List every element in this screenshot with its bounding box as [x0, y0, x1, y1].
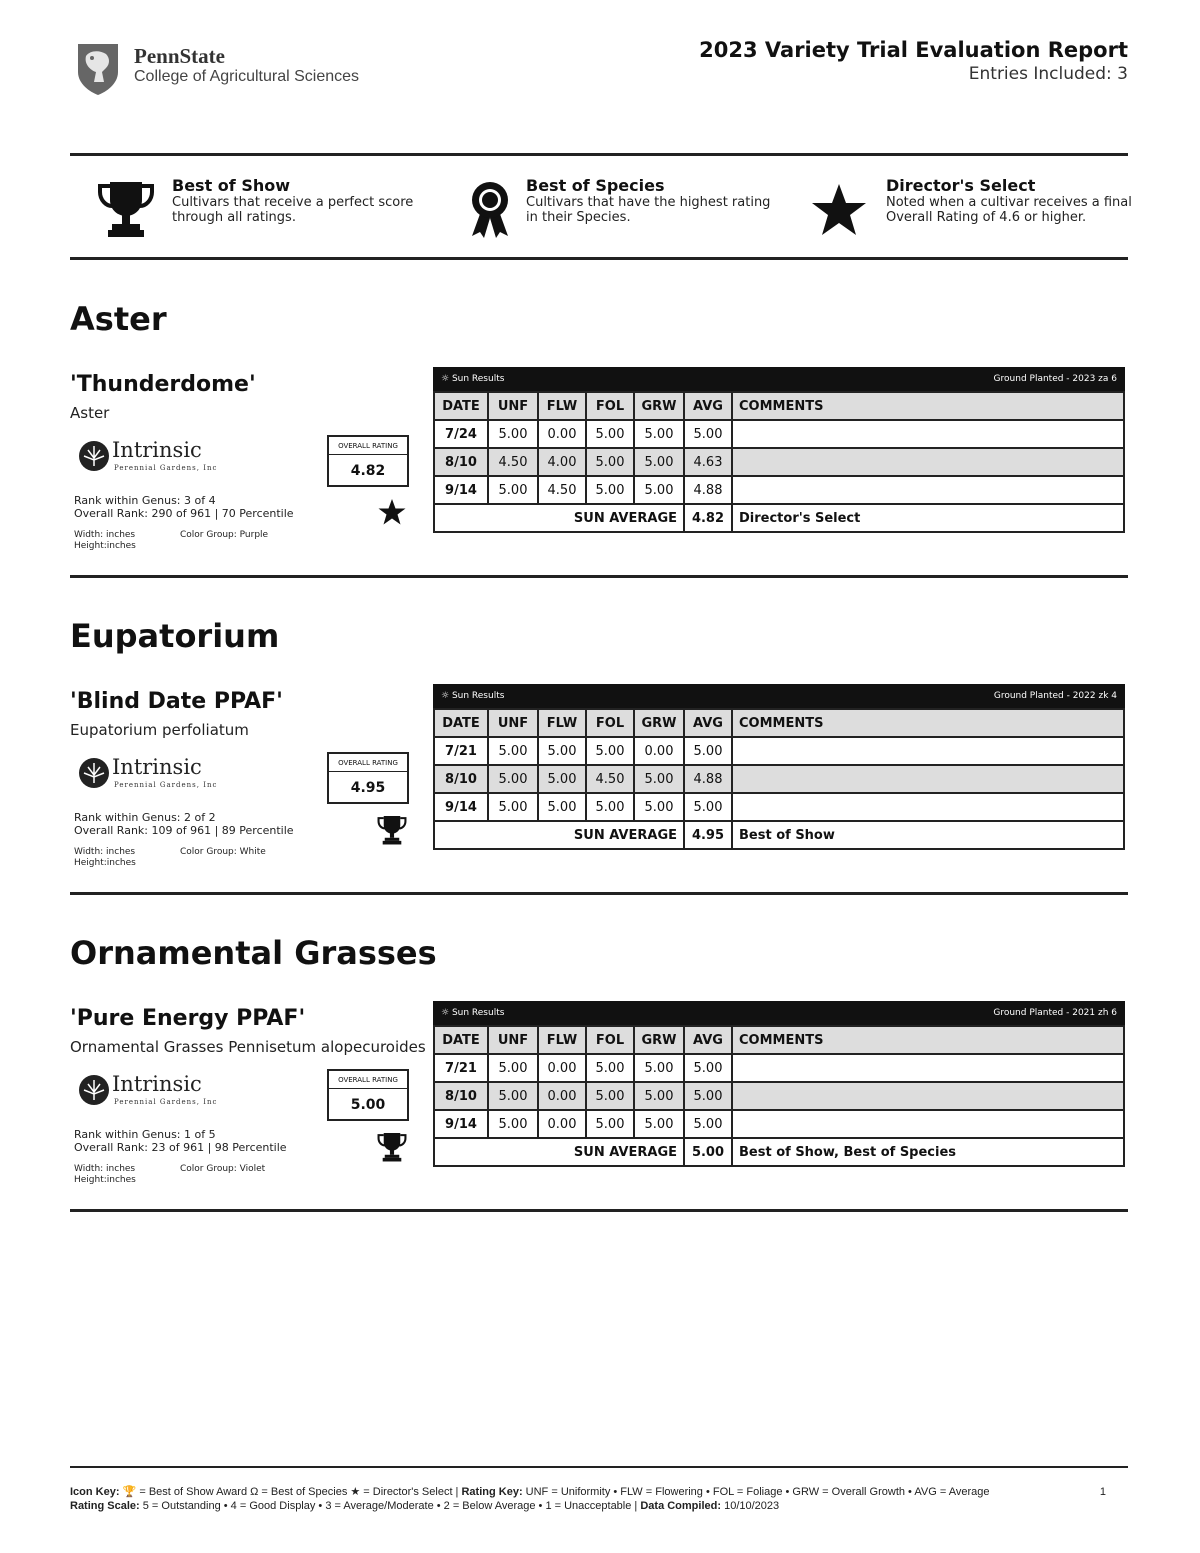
column-header: DATE [434, 1026, 488, 1054]
table-row [434, 448, 1124, 476]
rank-genus: Rank within Genus: 2 of 2 [74, 811, 216, 824]
table-row [434, 1110, 1124, 1138]
results-header [433, 684, 1125, 708]
width: Width: inches [74, 847, 136, 857]
cell-fol: 5.00 [586, 420, 634, 448]
cell-fol: 5.00 [586, 793, 634, 821]
table-header-row [434, 709, 1124, 737]
cell-unf: 5.00 [488, 737, 538, 765]
sun-results-label: ☼ Sun Results [441, 691, 505, 701]
sun-average-value: 5.00 [684, 1138, 732, 1166]
column-header: UNF [488, 709, 538, 737]
color-group: Color Group: White [180, 847, 266, 857]
cell-unf: 5.00 [488, 765, 538, 793]
rating-label: OVERALL RATING [329, 437, 407, 455]
trophy-icon [98, 180, 154, 238]
divider [70, 892, 1128, 895]
sun-results-table [433, 684, 1125, 850]
entries-count: Entries Included: 3 [968, 64, 1128, 84]
column-header: DATE [434, 709, 488, 737]
divider [70, 575, 1128, 578]
table-row [434, 765, 1124, 793]
cultivar-name: 'Thunderdome' [70, 372, 256, 397]
cell-fol: 5.00 [586, 448, 634, 476]
cell-avg: 5.00 [684, 793, 732, 821]
cell-comments [732, 1054, 1124, 1082]
brand-mark-icon [78, 757, 110, 789]
cell-unf: 5.00 [488, 476, 538, 504]
brand-logo [78, 1072, 218, 1112]
dimensions [74, 530, 136, 552]
cell-fol: 5.00 [586, 476, 634, 504]
sun-average-comment: Best of Show [732, 821, 1124, 849]
cell-date: 9/14 [434, 793, 488, 821]
cell-avg: 4.88 [684, 765, 732, 793]
table-header-row [434, 1026, 1124, 1054]
cell-avg: 5.00 [684, 737, 732, 765]
column-header: AVG [684, 392, 732, 420]
cell-avg: 4.88 [684, 476, 732, 504]
cell-avg: 5.00 [684, 1082, 732, 1110]
height: Height:inches [74, 1175, 136, 1185]
overall-rating-box [327, 435, 409, 487]
rating-key-text: UNF = Uniformity • FLW = Flowering • FOL = Foliage • GRW = Overall Growth • AVG = Average [525, 1486, 990, 1498]
cell-flw: 0.00 [538, 1082, 586, 1110]
icon-key-text: = Best of Show Award Ω = Best of Species ★ = Director's Select | [139, 1486, 459, 1498]
sun-icon: ☼ [441, 374, 452, 384]
column-header: FLW [538, 392, 586, 420]
width: Width: inches [74, 1164, 136, 1174]
cell-grw: 5.00 [634, 793, 684, 821]
cell-unf: 5.00 [488, 1054, 538, 1082]
logo-subtitle: College of Agricultural Sciences [134, 68, 360, 85]
results-header [433, 1001, 1125, 1025]
sun-average-label: SUN AVERAGE [434, 1138, 684, 1166]
cell-comments [732, 448, 1124, 476]
rank-overall: Overall Rank: 290 of 961 | 70 Percentile [74, 507, 294, 520]
section-eupatorium [70, 617, 1128, 917]
table-row [434, 737, 1124, 765]
column-header: FOL [586, 392, 634, 420]
cell-flw: 0.00 [538, 1110, 586, 1138]
cell-comments [732, 737, 1124, 765]
footer-divider [70, 1466, 1128, 1468]
footer-line-2 [70, 1499, 1128, 1513]
ground-planted: Ground Planted - 2022 zk 4 [993, 691, 1117, 701]
brand-logo [78, 438, 218, 478]
data-compiled-label: Data Compiled: [640, 1500, 722, 1512]
column-header: FOL [586, 709, 634, 737]
sun-results-table [433, 367, 1125, 533]
ratings-table [433, 1025, 1125, 1167]
table-row [434, 1054, 1124, 1082]
divider [70, 1209, 1128, 1212]
page-number: 1 [1099, 1486, 1106, 1498]
sun-average-value: 4.82 [684, 504, 732, 532]
rank-genus: Rank within Genus: 1 of 5 [74, 1128, 216, 1141]
cell-unf: 5.00 [488, 793, 538, 821]
table-row [434, 420, 1124, 448]
rating-label: OVERALL RATING [329, 754, 407, 772]
award-legend [70, 170, 1132, 250]
cell-comments [732, 765, 1124, 793]
rating-scale-label: Rating Scale: [70, 1500, 140, 1512]
rank-overall: Overall Rank: 109 of 961 | 89 Percentile [74, 824, 294, 837]
brand-name: Intrinsic [112, 1072, 202, 1096]
brand-subtitle: Perennial Gardens, Inc [114, 1098, 218, 1106]
cell-comments [732, 1110, 1124, 1138]
legend-title: Best of Show [172, 176, 290, 195]
table-row [434, 476, 1124, 504]
cell-comments [732, 476, 1124, 504]
cell-date: 7/21 [434, 737, 488, 765]
rank-info [74, 1128, 287, 1154]
sun-average-label: SUN AVERAGE [434, 504, 684, 532]
cell-grw: 5.00 [634, 476, 684, 504]
column-header: AVG [684, 709, 732, 737]
ribbon-icon [470, 180, 510, 240]
brand-mark-icon [78, 440, 110, 472]
legend-description: Noted when a cultivar receives a final Overall Rating of 4.6 or higher. [886, 195, 1132, 225]
sun-icon: ☼ [441, 691, 452, 701]
cell-fol: 4.50 [586, 765, 634, 793]
overall-rating-box [327, 752, 409, 804]
rank-info [74, 811, 294, 837]
trophy-icon [377, 815, 407, 845]
cultivar-name: 'Pure Energy PPAF' [70, 1006, 306, 1031]
footer-key [70, 1485, 1128, 1513]
report-title: 2023 Variety Trial Evaluation Report [699, 38, 1128, 62]
cell-avg: 5.00 [684, 1110, 732, 1138]
column-header: GRW [634, 1026, 684, 1054]
cell-fol: 5.00 [586, 1110, 634, 1138]
legend-title: Director's Select [886, 176, 1036, 195]
cell-avg: 4.63 [684, 448, 732, 476]
ground-planted: Ground Planted - 2023 za 6 [993, 374, 1117, 384]
column-header: DATE [434, 392, 488, 420]
column-header: UNF [488, 392, 538, 420]
rating-value: 4.95 [350, 780, 386, 796]
cell-unf: 5.00 [488, 1082, 538, 1110]
dimensions [74, 847, 136, 869]
color-group: Color Group: Violet [180, 1164, 266, 1174]
brand-name: Intrinsic [112, 438, 202, 462]
divider [70, 153, 1128, 156]
footer-line-1 [70, 1485, 1128, 1499]
ground-planted: Ground Planted - 2021 zh 6 [993, 1008, 1117, 1018]
cell-grw: 0.00 [634, 737, 684, 765]
species-name: Ornamental Grasses Pennisetum alopecuroides [70, 1038, 426, 1056]
divider [70, 257, 1128, 260]
cell-flw: 0.00 [538, 420, 586, 448]
shield-icon [76, 42, 120, 96]
pennstate-logo [76, 42, 376, 98]
genus-heading: Aster [70, 300, 167, 338]
sun-results-label: ☼ Sun Results [441, 374, 505, 384]
rating-value: 5.00 [350, 1097, 386, 1113]
sun-average-label: SUN AVERAGE [434, 821, 684, 849]
cell-fol: 5.00 [586, 737, 634, 765]
cell-date: 7/21 [434, 1054, 488, 1082]
column-header: COMMENTS [732, 392, 1124, 420]
column-header: COMMENTS [732, 709, 1124, 737]
column-header: UNF [488, 1026, 538, 1054]
sun-average-row [434, 504, 1124, 532]
table-header-row [434, 392, 1124, 420]
icon-key-label: Icon Key: [70, 1486, 120, 1498]
table-row [434, 1082, 1124, 1110]
rating-key-label: Rating Key: [461, 1486, 523, 1498]
column-header: GRW [634, 392, 684, 420]
column-header: COMMENTS [732, 1026, 1124, 1054]
cell-date: 8/10 [434, 1082, 488, 1110]
height: Height:inches [74, 541, 136, 551]
cell-grw: 5.00 [634, 420, 684, 448]
cell-fol: 5.00 [586, 1082, 634, 1110]
cell-grw: 5.00 [634, 1110, 684, 1138]
cell-flw: 5.00 [538, 737, 586, 765]
data-compiled-value: 10/10/2023 [724, 1500, 780, 1512]
cell-flw: 4.50 [538, 476, 586, 504]
brand-subtitle: Perennial Gardens, Inc [114, 781, 218, 789]
column-header: FOL [586, 1026, 634, 1054]
column-header: FLW [538, 709, 586, 737]
legend-description: Cultivars that receive a perfect score through all ratings. [172, 195, 414, 225]
sun-average-row [434, 1138, 1124, 1166]
cell-grw: 5.00 [634, 1054, 684, 1082]
logo-name: PennState [134, 44, 225, 68]
cell-fol: 5.00 [586, 1054, 634, 1082]
ratings-table [433, 391, 1125, 533]
star-icon [377, 498, 407, 526]
cell-flw: 5.00 [538, 793, 586, 821]
cell-comments [732, 1082, 1124, 1110]
cell-date: 7/24 [434, 420, 488, 448]
cell-grw: 5.00 [634, 765, 684, 793]
height: Height:inches [74, 858, 136, 868]
sun-icon: ☼ [441, 1008, 452, 1018]
width: Width: inches [74, 530, 136, 540]
trophy-icon: 🏆 [122, 1486, 137, 1498]
cell-flw: 4.00 [538, 448, 586, 476]
cell-comments [732, 793, 1124, 821]
column-header: GRW [634, 709, 684, 737]
cell-date: 8/10 [434, 765, 488, 793]
cell-unf: 5.00 [488, 420, 538, 448]
sun-results-table [433, 1001, 1125, 1167]
cell-unf: 4.50 [488, 448, 538, 476]
cell-flw: 0.00 [538, 1054, 586, 1082]
genus-heading: Eupatorium [70, 617, 280, 655]
table-row [434, 793, 1124, 821]
cell-grw: 5.00 [634, 1082, 684, 1110]
ratings-table [433, 708, 1125, 850]
rating-label: OVERALL RATING [329, 1071, 407, 1089]
color-group: Color Group: Purple [180, 530, 269, 540]
cultivar-name: 'Blind Date PPAF' [70, 689, 283, 714]
brand-mark-icon [78, 1074, 110, 1106]
rating-scale-text: 5 = Outstanding • 4 = Good Display • 3 = Average/Moderate • 2 = Below Average • 1 = Unacceptable | [142, 1500, 638, 1512]
cell-unf: 5.00 [488, 1110, 538, 1138]
sun-average-comment: Director's Select [732, 504, 1124, 532]
legend-description: Cultivars that have the highest rating in their Species. [526, 195, 771, 225]
results-header [433, 367, 1125, 391]
rank-genus: Rank within Genus: 3 of 4 [74, 494, 216, 507]
star-icon [810, 182, 868, 238]
sun-average-row [434, 821, 1124, 849]
brand-name: Intrinsic [112, 755, 202, 779]
cell-date: 8/10 [434, 448, 488, 476]
species-name: Eupatorium perfoliatum [70, 721, 249, 739]
section-aster [70, 300, 1128, 600]
brand-logo [78, 755, 218, 795]
report-header [70, 40, 1128, 100]
brand-subtitle: Perennial Gardens, Inc [114, 464, 218, 472]
cell-date: 9/14 [434, 1110, 488, 1138]
cell-comments [732, 420, 1124, 448]
sun-average-value: 4.95 [684, 821, 732, 849]
cell-avg: 5.00 [684, 1054, 732, 1082]
column-header: AVG [684, 1026, 732, 1054]
rank-overall: Overall Rank: 23 of 961 | 98 Percentile [74, 1141, 287, 1154]
rating-value: 4.82 [350, 463, 386, 479]
trophy-icon [377, 1132, 407, 1162]
section-ornamental-grasses [70, 934, 1128, 1234]
sun-results-label: ☼ Sun Results [441, 1008, 505, 1018]
cell-avg: 5.00 [684, 420, 732, 448]
legend-title: Best of Species [526, 176, 665, 195]
rank-info [74, 494, 294, 520]
sun-average-comment: Best of Show, Best of Species [732, 1138, 1124, 1166]
overall-rating-box [327, 1069, 409, 1121]
cell-flw: 5.00 [538, 765, 586, 793]
cell-grw: 5.00 [634, 448, 684, 476]
column-header: FLW [538, 1026, 586, 1054]
species-name: Aster [70, 404, 110, 422]
genus-heading: Ornamental Grasses [70, 934, 437, 972]
cell-date: 9/14 [434, 476, 488, 504]
dimensions [74, 1164, 136, 1186]
